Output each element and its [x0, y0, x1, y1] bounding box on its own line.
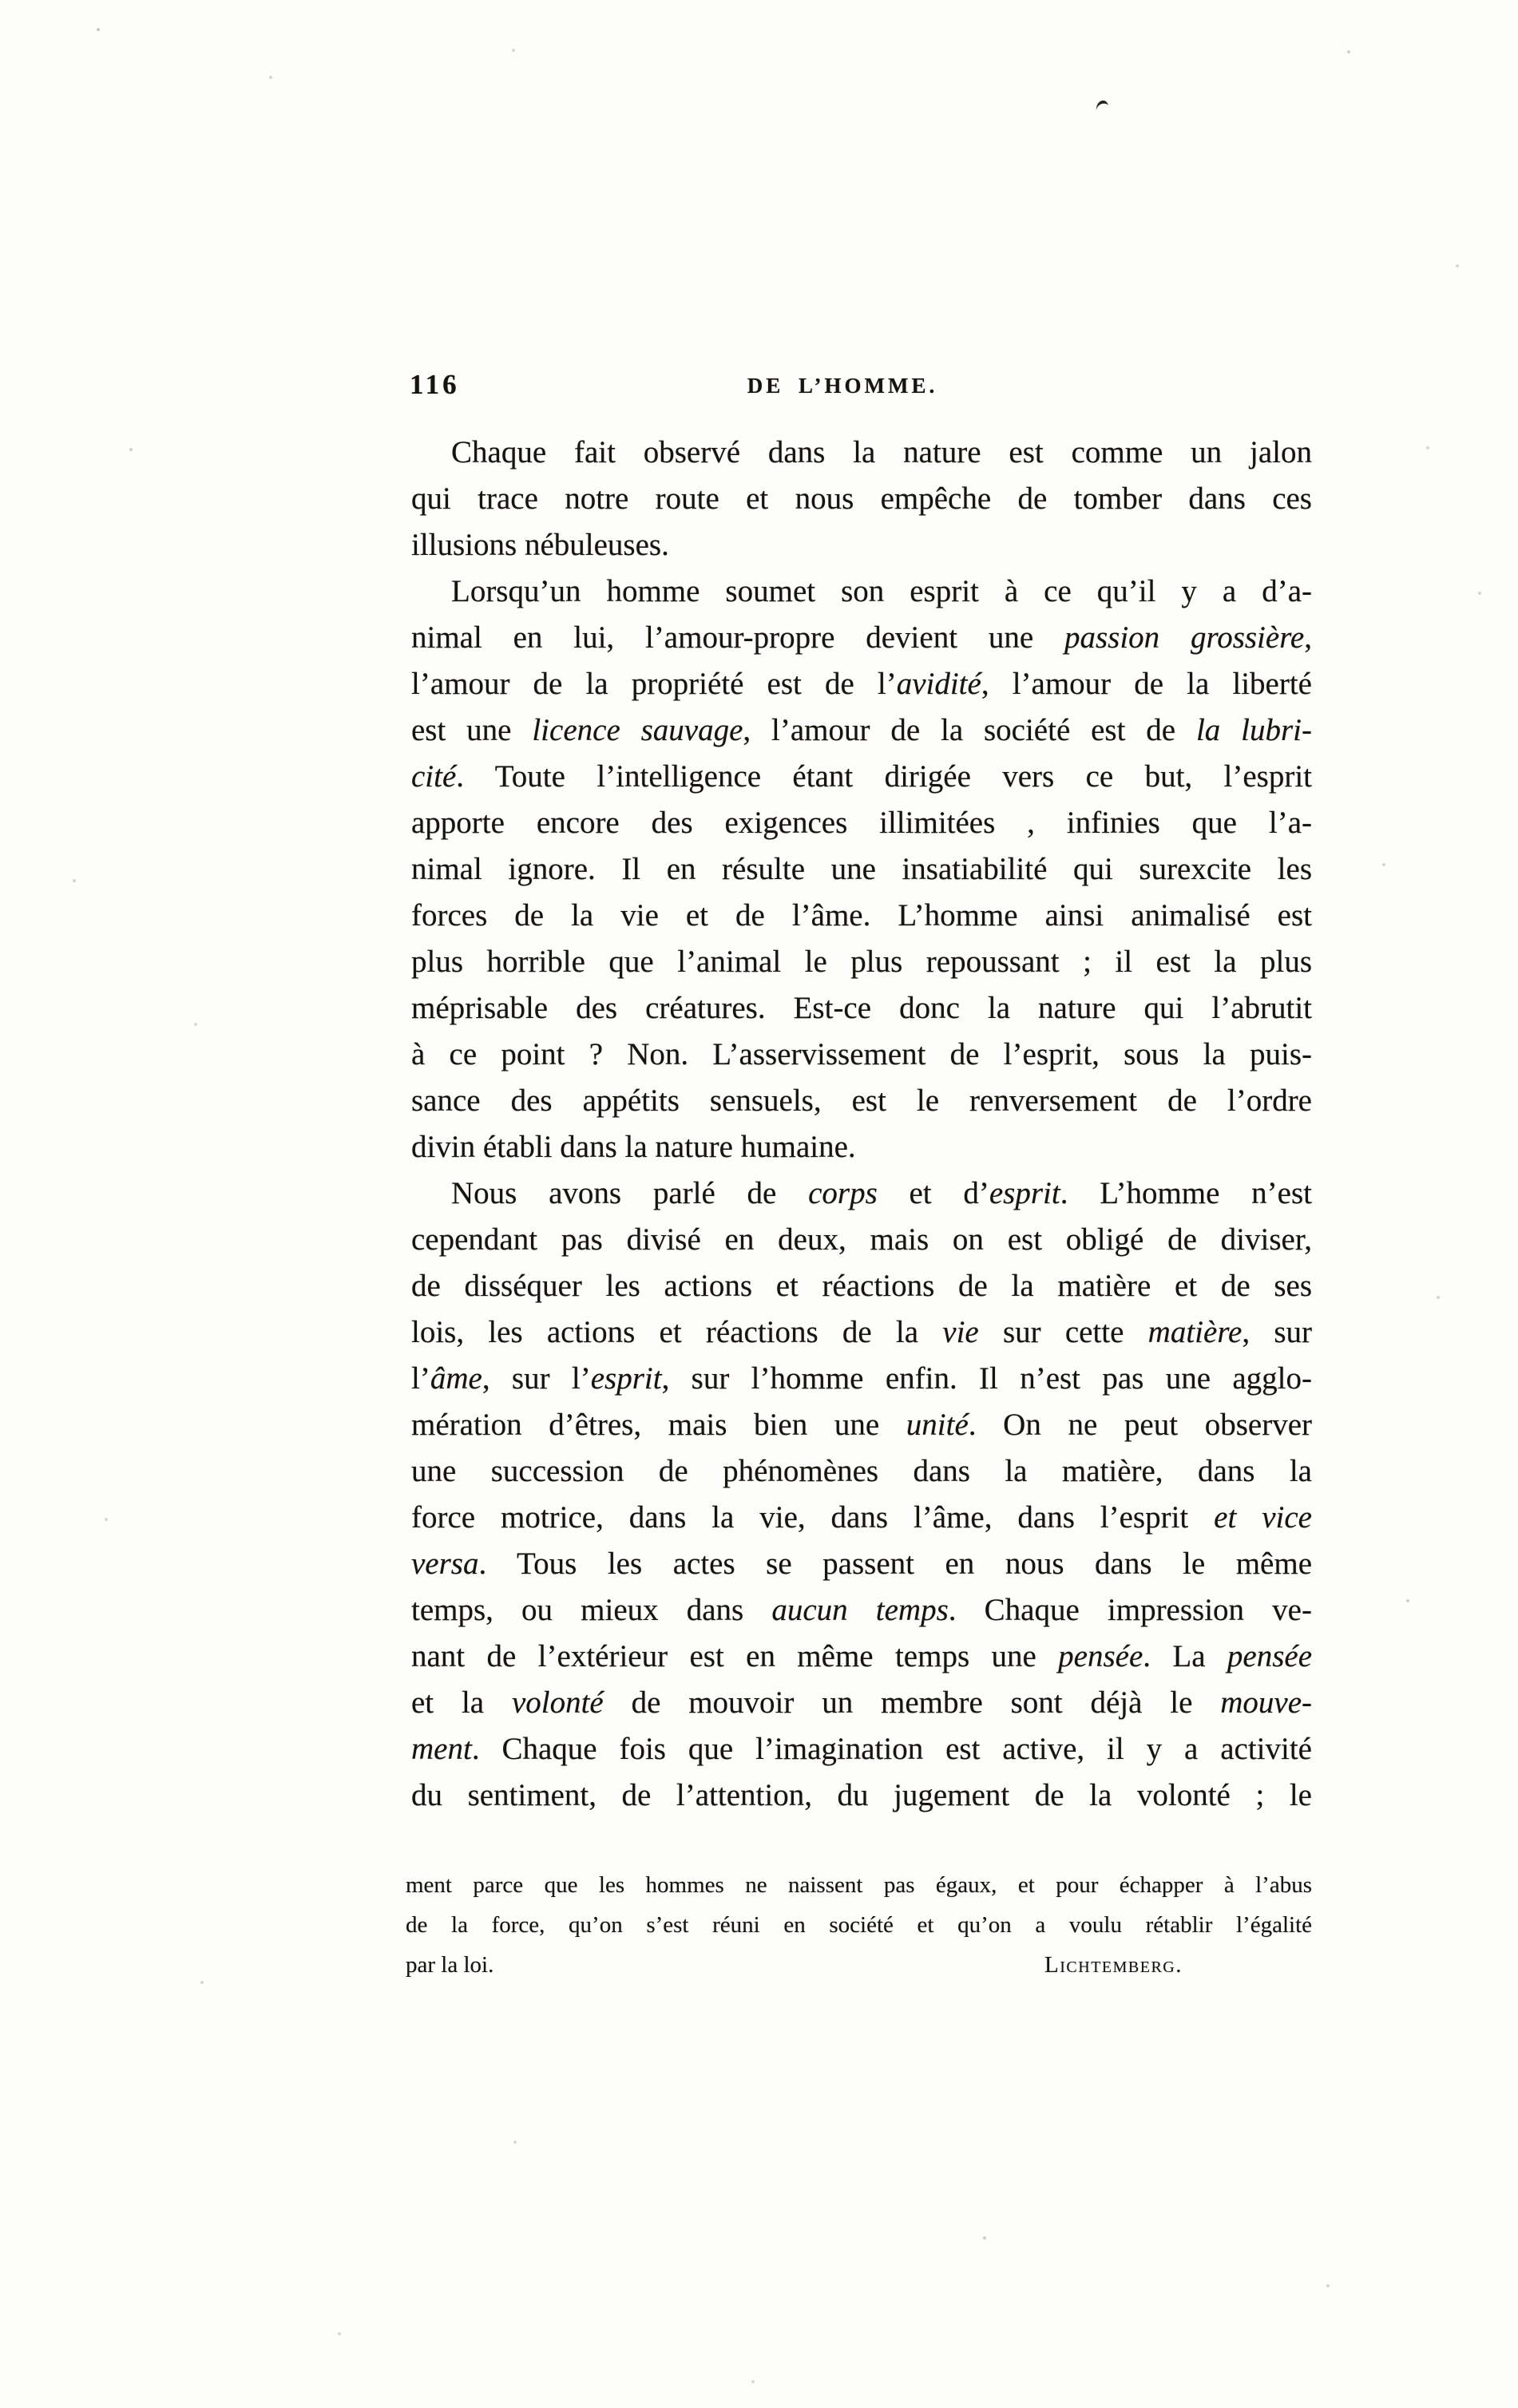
text-segment: à ce point ? Non. L’asservissement de l’esprit, sous la puis-: [411, 1037, 1312, 1071]
text-segment: Lorsqu’un homme soumet son esprit à ce qu’il y a d’a-: [451, 574, 1312, 608]
text-segment: Chaque fait observé dans la nature est comme un jalon: [451, 435, 1312, 469]
text-line: [411, 707, 1312, 754]
text-line: [411, 1170, 1312, 1217]
italic-text-segment: mouve-: [1220, 1685, 1312, 1720]
text-line: [411, 568, 1312, 615]
text-segment: . Toute l’intelligence étant dirigée vers ce but, l’esprit: [456, 759, 1312, 794]
text-segment: de mouvoir un membre sont déjà le: [603, 1685, 1221, 1720]
text-line: [411, 800, 1312, 846]
text-line: [411, 1726, 1312, 1772]
footnote-last-line: [406, 1945, 1312, 1985]
text-segment: divin établi dans la nature humaine.: [411, 1130, 856, 1164]
text-segment: . Chaque impression ve-: [948, 1593, 1312, 1627]
text-segment: l’amour de la propriété est de l’: [411, 667, 897, 701]
text-line: [411, 939, 1312, 985]
italic-text-segment: unité: [906, 1408, 969, 1442]
text-block: [411, 430, 1312, 1819]
text-line: [411, 1263, 1312, 1309]
text-segment: sance des appétits sensuels, est le renversement de l’ordre: [411, 1083, 1312, 1118]
text-segment: ,: [1304, 620, 1312, 655]
text-segment: , sur l’: [482, 1361, 591, 1396]
text-segment: du sentiment, de l’attention, du jugement de la volonté ; le: [411, 1778, 1312, 1812]
text-line: [411, 893, 1312, 939]
text-segment: . Chaque fois que l’imagination est active, il y a activité: [471, 1732, 1312, 1766]
footnote-lines: [406, 1865, 1312, 1945]
text-line: [411, 1680, 1312, 1726]
text-segment: force motrice, dans la vie, dans l’âme, dans l’esprit: [411, 1500, 1215, 1535]
italic-text-segment: pensée: [1227, 1639, 1313, 1673]
italic-text-segment: volonté: [511, 1685, 604, 1720]
italic-text-segment: esprit: [989, 1176, 1060, 1210]
footnote-signature: Lichtemberg.: [1044, 1952, 1183, 1978]
text-line: [411, 1541, 1312, 1587]
text-segment: . Tous les actes se passent en nous dans le même: [478, 1547, 1312, 1581]
text-line: [411, 1448, 1312, 1495]
text-segment: plus horrible que l’animal le plus repoussant ; il est la plus: [411, 945, 1312, 979]
text-segment: cependant pas divisé en deux, mais on est obligé de diviser,: [411, 1222, 1312, 1257]
text-line: [411, 1587, 1312, 1634]
text-segment: apporte encore des exigences illimitées , infinies que l’a-: [411, 806, 1312, 840]
text-line: [406, 1865, 1312, 1905]
text-segment: . La: [1143, 1639, 1227, 1673]
text-line: [411, 985, 1312, 1032]
text-segment: , l’amour de la liberté: [981, 667, 1312, 701]
text-line: [411, 846, 1312, 893]
scan-noise: [0, 0, 2, 2]
running-title: DE L’HOMME.: [747, 374, 938, 398]
text-segment: est une: [411, 713, 533, 747]
text-segment: , sur: [1242, 1315, 1312, 1349]
paragraph: [411, 1170, 1312, 1819]
footnote-text: par la loi.: [406, 1952, 494, 1978]
text-segment: qui trace notre route et nous empêche de tomber dans ces: [411, 481, 1312, 516]
text-segment: mération d’êtres, mais bien une: [411, 1408, 906, 1442]
text-line: [411, 1078, 1312, 1124]
text-line: [411, 615, 1312, 661]
text-line: [411, 1356, 1312, 1402]
paragraph: [411, 430, 1312, 568]
text-line: [411, 1217, 1312, 1263]
text-segment: lois, les actions et réactions de la: [411, 1315, 943, 1349]
text-segment: . L’homme n’est: [1060, 1176, 1312, 1210]
text-segment: méprisable des créatures. Est-ce donc la nature qui l’abrutit: [411, 991, 1312, 1025]
text-line: [411, 1032, 1312, 1078]
text-segment: forces de la vie et de l’âme. L’homme ainsi animalisé est: [411, 898, 1312, 933]
italic-text-segment: licence sauvage: [532, 713, 743, 747]
text-segment: Nous avons parlé de: [451, 1176, 809, 1210]
text-segment: l’: [411, 1361, 430, 1396]
text-line: [411, 1124, 1312, 1170]
text-segment: de la force, qu’on s’est réuni en société et qu’on a voulu rétablir l’égalité: [406, 1912, 1312, 1938]
page-number: 116: [410, 369, 460, 400]
italic-text-segment: ment: [411, 1732, 472, 1766]
text-line: [411, 1402, 1312, 1448]
italic-text-segment: âme: [430, 1361, 482, 1396]
text-segment: et d’: [877, 1176, 989, 1210]
text-line: [411, 661, 1312, 707]
text-line: [411, 1495, 1312, 1541]
text-segment: nant de l’extérieur est en même temps une: [411, 1639, 1059, 1673]
text-line: [411, 476, 1312, 522]
italic-text-segment: aucun temps: [771, 1593, 949, 1627]
text-segment: illusions nébuleuses.: [411, 528, 669, 562]
text-segment: et la: [411, 1685, 512, 1720]
italic-text-segment: cité: [411, 759, 457, 794]
italic-text-segment: la lubri-: [1195, 713, 1312, 747]
text-segment: ment parce que les hommes ne naissent pas égaux, et pour échapper à l’abus: [406, 1872, 1312, 1898]
text-segment: sur cette: [978, 1315, 1148, 1349]
italic-text-segment: et vice: [1214, 1500, 1312, 1535]
text-segment: nimal en lui, l’amour-propre devient une: [411, 620, 1064, 655]
italic-text-segment: vie: [942, 1315, 979, 1349]
text-segment: nimal ignore. Il en résulte une insatiabilité qui surexcite les: [411, 852, 1312, 886]
page-header: [411, 367, 1312, 407]
text-line: [411, 754, 1312, 800]
scan-mark: [1095, 100, 1109, 112]
text-line: [411, 522, 1312, 568]
italic-text-segment: matière: [1147, 1315, 1243, 1349]
text-line: [411, 1772, 1312, 1819]
text-segment: , sur l’homme enfin. Il n’est pas une agglo-: [661, 1361, 1312, 1396]
text-line: [406, 1905, 1312, 1945]
text-segment: de disséquer les actions et réactions de la matière et de ses: [411, 1269, 1312, 1303]
text-line: [411, 430, 1312, 476]
footnote: [406, 1865, 1312, 1985]
text-segment: une succession de phénomènes dans la matière, dans la: [411, 1454, 1312, 1488]
text-segment: temps, ou mieux dans: [411, 1593, 772, 1627]
italic-text-segment: corps: [808, 1176, 878, 1210]
italic-text-segment: versa: [411, 1547, 479, 1581]
italic-text-segment: esprit: [590, 1361, 662, 1396]
text-segment: , l’amour de la société est de: [743, 713, 1196, 747]
italic-text-segment: passion grossière: [1064, 620, 1305, 655]
italic-text-segment: avidité: [896, 667, 981, 701]
text-line: [411, 1634, 1312, 1680]
paragraph: [411, 568, 1312, 1170]
text-segment: . On ne peut observer: [968, 1408, 1312, 1442]
text-line: [411, 1309, 1312, 1356]
italic-text-segment: pensée: [1058, 1639, 1143, 1673]
